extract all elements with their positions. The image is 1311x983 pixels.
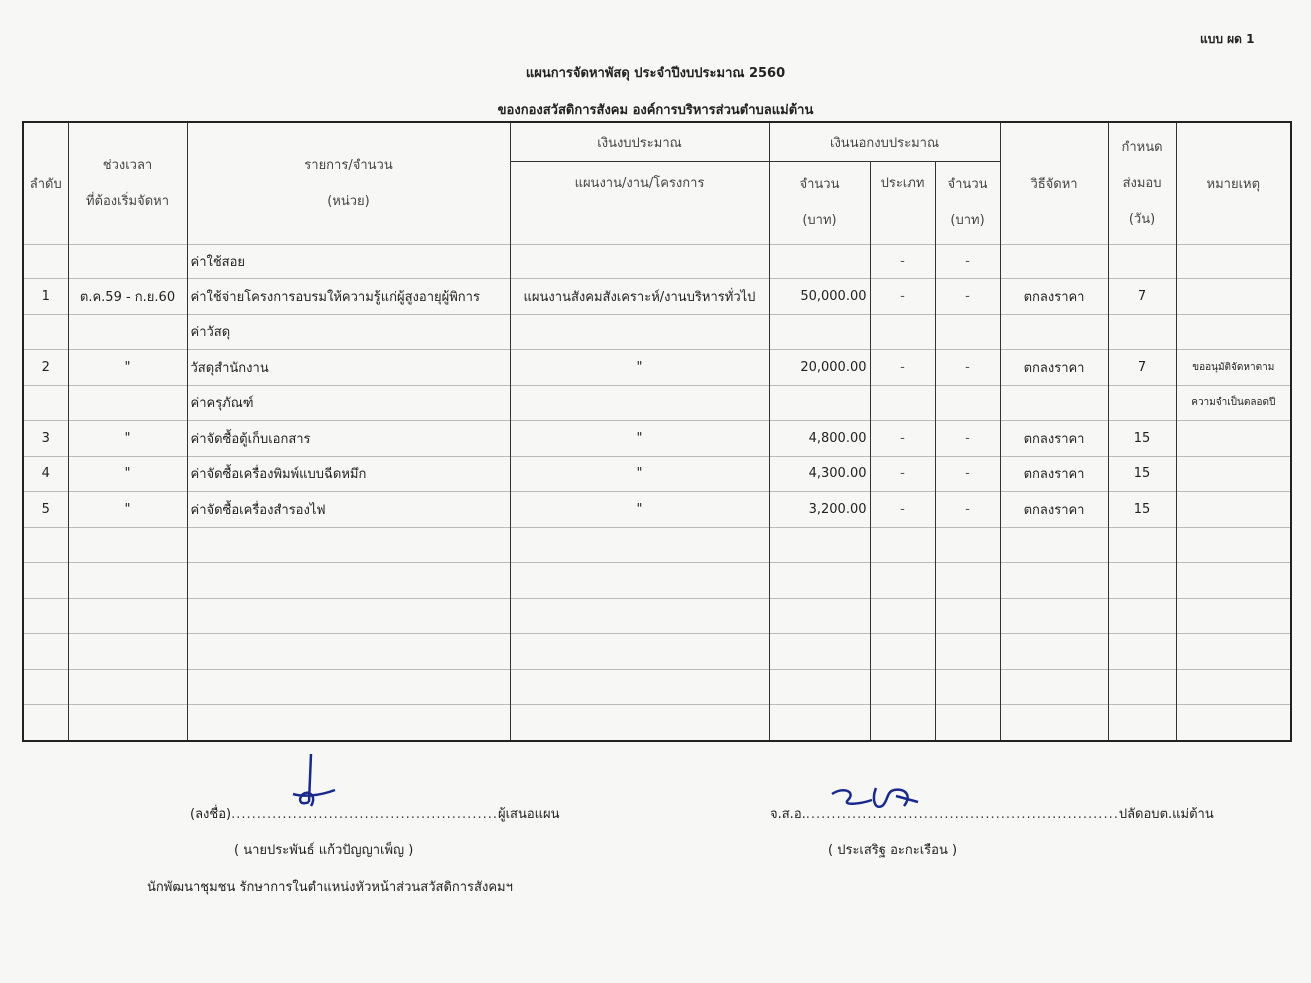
cell-off-amount: -: [935, 492, 1000, 528]
header-period-line1: ช่วงเวลา: [102, 157, 153, 173]
cell-item: [187, 563, 510, 599]
cell-item: [187, 634, 510, 670]
cell-plan: ": [510, 456, 769, 492]
cell-order: [23, 527, 68, 563]
cell-plan: [510, 385, 769, 421]
cell-amount: [769, 245, 870, 279]
cell-period: [68, 314, 187, 350]
cell-plan: ": [510, 492, 769, 528]
cell-period: [68, 634, 187, 670]
cell-order: 5: [23, 492, 68, 528]
cell-period: ": [68, 421, 187, 457]
cell-off-amount: -: [935, 456, 1000, 492]
cell-off-amount: [935, 598, 1000, 634]
cell-type: [870, 705, 935, 741]
cell-item: วัสดุสำนักงาน: [187, 350, 510, 386]
cell-item: ค่าใช้สอย: [187, 245, 510, 279]
header-period: [68, 122, 187, 245]
cell-order: [23, 314, 68, 350]
cell-remark: [1176, 279, 1291, 315]
cell-off-amount: [935, 634, 1000, 670]
table-row: [23, 527, 1291, 563]
cell-remark: [1176, 563, 1291, 599]
table-row: [23, 563, 1291, 599]
cell-type: [870, 385, 935, 421]
cell-plan: [510, 634, 769, 670]
table-row: [23, 314, 1291, 350]
table-row: [23, 705, 1291, 741]
cell-type: [870, 527, 935, 563]
signature-right-dots: .............................................................: [805, 807, 1119, 822]
cell-period: [68, 669, 187, 705]
cell-plan: [510, 245, 769, 279]
header-remark: หมายเหตุ: [1176, 122, 1291, 245]
cell-item: [187, 598, 510, 634]
table-row: [23, 245, 1291, 279]
cell-item: [187, 527, 510, 563]
header-budget: เงินงบประมาณ: [510, 122, 769, 162]
signature-left-name: ( นายประพันธ์ แก้วปัญญาเพ็ญ ): [234, 843, 414, 858]
header-off-amount-line2: (บาท): [950, 213, 985, 228]
signature-mark-left: [283, 752, 343, 814]
cell-amount: [769, 598, 870, 634]
cell-days: [1108, 563, 1176, 599]
cell-plan: [510, 705, 769, 741]
cell-amount: [769, 385, 870, 421]
cell-remark: [1176, 527, 1291, 563]
cell-off-amount: -: [935, 245, 1000, 279]
cell-days: 15: [1108, 456, 1176, 492]
cell-plan: [510, 563, 769, 599]
header-period-line2: ที่ต้องเริ่มจัดหา: [85, 193, 170, 209]
cell-type: -: [870, 279, 935, 315]
cell-order: 1: [23, 279, 68, 315]
cell-days: [1108, 385, 1176, 421]
table-row: [23, 669, 1291, 705]
cell-off-amount: -: [935, 279, 1000, 315]
cell-remark: ความจำเป็นตลอดปี: [1176, 385, 1291, 421]
header-plan: แผนงาน/งาน/โครงการ: [510, 162, 769, 245]
cell-item: [187, 705, 510, 741]
document-title: แผนการจัดหาพัสดุ ประจำปีงบประมาณ 2560: [525, 66, 786, 81]
cell-item: ค่าครุภัณฑ์: [187, 385, 510, 421]
cell-item: ค่าใช้จ่ายโครงการอบรมให้ความรู้แก่ผู้สูงอายุผู้พิการ: [187, 279, 510, 315]
cell-days: [1108, 314, 1176, 350]
cell-amount: [769, 634, 870, 670]
signature-right-role: ปลัดอบต.แม่ต้าน: [1118, 807, 1214, 822]
cell-off-amount: [935, 705, 1000, 741]
cell-method: ตกลงราคา: [1000, 456, 1108, 492]
cell-amount: [769, 527, 870, 563]
cell-off-amount: [935, 563, 1000, 599]
signature-left-dots: ....................................................: [231, 807, 498, 822]
cell-method: [1000, 705, 1108, 741]
cell-method: ตกลงราคา: [1000, 350, 1108, 386]
procurement-plan-table: [22, 121, 1292, 742]
header-amount-line1: จำนวน: [799, 177, 840, 192]
cell-remark: [1176, 634, 1291, 670]
header-offbudget: เงินนอกงบประมาณ: [769, 122, 1000, 162]
cell-method: [1000, 385, 1108, 421]
cell-plan: แผนงานสังคมสังเคราะห์/งานบริหารทั่วไป: [510, 279, 769, 315]
document-subtitle: ของกองสวัสดิการสังคม องค์การบริหารส่วนตำบลแม่ต้าน: [497, 103, 814, 118]
table-row: [23, 492, 1291, 528]
signature-mark-right: [826, 782, 926, 816]
cell-amount: 4,800.00: [769, 421, 870, 457]
cell-method: [1000, 634, 1108, 670]
header-order: ลำดับ: [23, 122, 68, 245]
header-item: [187, 122, 510, 245]
signature-right-name: ( ประเสริฐ อะกะเรือน ): [828, 843, 958, 858]
cell-days: [1108, 705, 1176, 741]
cell-period: ต.ค.59 - ก.ย.60: [68, 279, 187, 315]
cell-period: [68, 705, 187, 741]
header-off-amount-line1: จำนวน: [947, 177, 988, 192]
cell-plan: [510, 527, 769, 563]
cell-remark: [1176, 669, 1291, 705]
cell-order: [23, 705, 68, 741]
cell-method: ตกลงราคา: [1000, 279, 1108, 315]
header-amount: [769, 162, 870, 245]
cell-plan: [510, 669, 769, 705]
cell-remark: [1176, 492, 1291, 528]
cell-order: 4: [23, 456, 68, 492]
cell-plan: ": [510, 350, 769, 386]
cell-off-amount: [935, 527, 1000, 563]
cell-amount: 20,000.00: [769, 350, 870, 386]
cell-order: [23, 598, 68, 634]
cell-type: [870, 634, 935, 670]
cell-days: [1108, 245, 1176, 279]
header-deadline-line1: กำหนด: [1121, 139, 1163, 155]
cell-amount: 50,000.00: [769, 279, 870, 315]
header-item-line2: (หน่วย): [327, 193, 370, 209]
cell-method: [1000, 314, 1108, 350]
cell-type: [870, 563, 935, 599]
cell-off-amount: [935, 314, 1000, 350]
table-body: [23, 245, 1291, 741]
table-row: [23, 598, 1291, 634]
cell-method: [1000, 669, 1108, 705]
cell-days: [1108, 527, 1176, 563]
cell-period: ": [68, 350, 187, 386]
header-type: ประเภท: [870, 162, 935, 245]
cell-order: [23, 634, 68, 670]
cell-order: [23, 245, 68, 279]
header-item-line1: รายการ/จำนวน: [304, 157, 393, 173]
signature-left-prefix: (ลงชื่อ): [190, 807, 232, 822]
cell-remark: [1176, 598, 1291, 634]
cell-days: 15: [1108, 492, 1176, 528]
cell-type: -: [870, 456, 935, 492]
cell-period: [68, 527, 187, 563]
cell-method: ตกลงราคา: [1000, 492, 1108, 528]
cell-order: 3: [23, 421, 68, 457]
cell-amount: [769, 314, 870, 350]
cell-period: [68, 563, 187, 599]
signature-right-prefix: จ.ส.อ.: [770, 807, 806, 822]
cell-remark: [1176, 705, 1291, 741]
header-deadline: [1108, 122, 1176, 245]
cell-off-amount: -: [935, 350, 1000, 386]
cell-days: 15: [1108, 421, 1176, 457]
form-code: แบบ ผด 1: [1200, 32, 1255, 46]
cell-period: [68, 245, 187, 279]
cell-remark: [1176, 421, 1291, 457]
cell-remark: [1176, 456, 1291, 492]
cell-type: -: [870, 245, 935, 279]
cell-type: -: [870, 492, 935, 528]
cell-amount: 4,300.00: [769, 456, 870, 492]
cell-remark: [1176, 314, 1291, 350]
cell-period: ": [68, 492, 187, 528]
signature-left-position: นักพัฒนาชุมชน รักษาการในตำแหน่งหัวหน้าส่วนสวัสดิการสังคมฯ: [147, 880, 513, 895]
cell-days: [1108, 669, 1176, 705]
signature-left-role: ผู้เสนอแผน: [497, 807, 560, 822]
cell-amount: [769, 563, 870, 599]
cell-order: [23, 669, 68, 705]
header-deadline-line2: ส่งมอบ: [1122, 175, 1162, 191]
table-row: [23, 385, 1291, 421]
cell-days: 7: [1108, 350, 1176, 386]
signature-left-line: [190, 803, 560, 824]
cell-method: [1000, 598, 1108, 634]
cell-type: [870, 669, 935, 705]
cell-item: ค่าจัดซื้อตู้เก็บเอกสาร: [187, 421, 510, 457]
header-amount-line2: (บาท): [802, 213, 837, 228]
cell-method: [1000, 245, 1108, 279]
cell-order: [23, 385, 68, 421]
cell-off-amount: -: [935, 421, 1000, 457]
cell-type: [870, 598, 935, 634]
cell-plan: ": [510, 421, 769, 457]
cell-remark: [1176, 245, 1291, 279]
cell-item: ค่าจัดซื้อเครื่องพิมพ์แบบฉีดหมึก: [187, 456, 510, 492]
cell-amount: 3,200.00: [769, 492, 870, 528]
header-method: วิธีจัดหา: [1000, 122, 1108, 245]
cell-item: ค่าวัสดุ: [187, 314, 510, 350]
cell-days: 7: [1108, 279, 1176, 315]
cell-method: [1000, 563, 1108, 599]
cell-period: [68, 598, 187, 634]
cell-method: [1000, 527, 1108, 563]
cell-type: [870, 314, 935, 350]
table-row: [23, 634, 1291, 670]
cell-item: ค่าจัดซื้อเครื่องสำรองไฟ: [187, 492, 510, 528]
cell-type: -: [870, 350, 935, 386]
table-row: [23, 421, 1291, 457]
cell-period: [68, 385, 187, 421]
header-off-amount: [935, 162, 1000, 245]
cell-order: 2: [23, 350, 68, 386]
cell-method: ตกลงราคา: [1000, 421, 1108, 457]
cell-days: [1108, 598, 1176, 634]
cell-remark: ขออนุมัติจัดหาตาม: [1176, 350, 1291, 386]
cell-order: [23, 563, 68, 599]
cell-amount: [769, 705, 870, 741]
cell-plan: [510, 314, 769, 350]
header-deadline-line3: (วัน): [1128, 211, 1156, 227]
cell-type: -: [870, 421, 935, 457]
cell-off-amount: [935, 385, 1000, 421]
cell-plan: [510, 598, 769, 634]
cell-period: ": [68, 456, 187, 492]
table-row: [23, 279, 1291, 315]
cell-days: [1108, 634, 1176, 670]
cell-amount: [769, 669, 870, 705]
cell-off-amount: [935, 669, 1000, 705]
table-row: [23, 456, 1291, 492]
cell-item: [187, 669, 510, 705]
table-row: [23, 350, 1291, 386]
